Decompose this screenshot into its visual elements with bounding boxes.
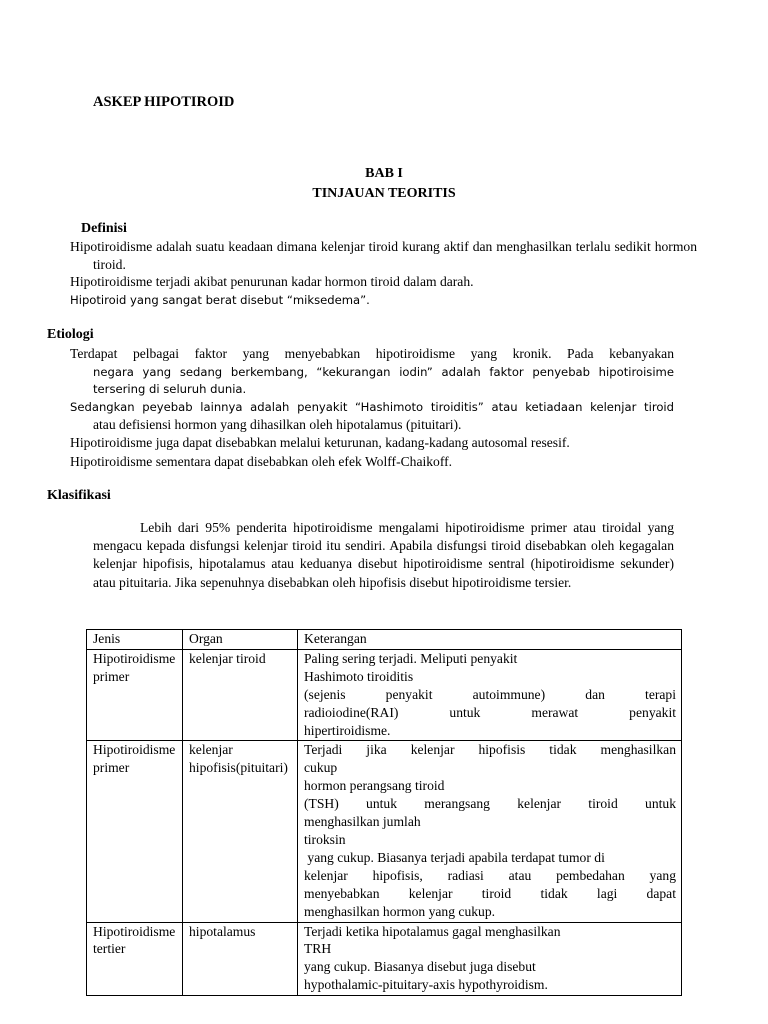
etiologi-paragraph-1-line-2: negara yang sedang berkembang, “kekurangan iodin” adalah faktor penyebab hipotiroisime: [93, 365, 674, 379]
keterangan-line: hipertiroidisme.: [304, 722, 391, 738]
keterangan-line: tiroksin: [304, 831, 346, 847]
table-cell-jenis: Hipotiroidisme tertier: [87, 922, 183, 996]
keterangan-line: menghasilkan hormon yang cukup.: [304, 903, 496, 919]
etiologi-paragraph-2-line-1: Sedangkan peyebab lainnya adalah penyakit “Hashimoto tiroiditis” atau ketiadaan kelenjar tiroid: [70, 400, 674, 414]
table-cell-jenis: Hipotiroidisme primer: [87, 741, 183, 922]
etiologi-heading: Etiologi: [47, 327, 94, 342]
keterangan-line: TRH: [304, 941, 332, 957]
keterangan-line: Hashimoto tiroiditis: [304, 668, 414, 684]
table-row: [87, 649, 682, 741]
table-cell-keterangan: [298, 922, 682, 996]
keterangan-line: Terjadi jika kelenjar hipofisis tidak menghasilkan: [304, 742, 676, 758]
etiologi-paragraph-3: Hipotiroidisme juga dapat disebabkan melalui keturunan, kadang-kadang autosomal resesif.: [70, 435, 570, 450]
keterangan-line: hormon perangsang tiroid: [304, 778, 445, 794]
keterangan-line: kelenjar hipofisis, radiasi atau pembedahan yang: [304, 867, 676, 883]
definisi-paragraph-1: Hipotiroidisme adalah suatu keadaan dimana kelenjar tiroid kurang aktif dan menghasilkan terlalu sedikit hormon tiroid.: [70, 239, 697, 272]
klasifikasi-paragraph: Lebih dari 95% penderita hipotiroidisme mengalami hipotiroidisme primer atau tiroidal yang mengacu kepada disfungsi kelenjar tiroid itu sendiri. Apabila disfungsi tiroid disebabkan oleh kegagalan kelenjar hipofisis, hipotalamus atau keduanya disebut hipotiroidisme sentral (hipotiroidisme sekunder) atau pituitaria. Jika sepenuhnya disebabkan oleh hipofisis disebut hipotiroidisme tersier.: [93, 520, 674, 590]
klasifikasi-heading: Klasifikasi: [47, 488, 111, 503]
etiologi-paragraph-2-line-2: atau defisiensi hormon yang dihasilkan oleh hipotalamus (pituitari).: [93, 417, 462, 432]
etiologi-paragraph-1-line-3: tersering di seluruh dunia.: [93, 382, 247, 396]
etiologi-paragraph-1-line-1: Terdapat pelbagai faktor yang menyebabkan hipotiroidisme yang kronik. Pada kebanyakan: [70, 346, 674, 361]
keterangan-line: yang cukup. Biasanya disebut juga disebut: [304, 959, 536, 975]
keterangan-line: menyebabkan kelenjar tiroid tidak lagi dapat: [304, 885, 676, 901]
table-row: [87, 922, 682, 996]
definisi-paragraph-3: Hipotiroid yang sangat berat disebut “miksedema”.: [70, 293, 370, 307]
table-cell-organ: kelenjar tiroid: [183, 649, 298, 741]
table-header-keterangan: Keterangan: [298, 630, 682, 650]
keterangan-line: hypothalamic-pituitary-axis hypothyroidism.: [304, 977, 548, 993]
definisi-heading: Definisi: [81, 221, 127, 236]
table-cell-keterangan: [298, 649, 682, 741]
keterangan-line: cukup: [304, 760, 338, 776]
chapter-number: BAB I: [365, 166, 403, 181]
keterangan-line: radioiodine(RAI) untuk merawat penyakit: [304, 704, 676, 720]
table-cell-organ: hipotalamus: [183, 922, 298, 996]
etiologi-paragraph-4: Hipotiroidisme sementara dapat disebabkan oleh efek Wolff-Chaikoff.: [70, 454, 453, 469]
table-row: [87, 741, 682, 922]
keterangan-line: Paling sering terjadi. Meliputi penyakit: [304, 650, 518, 666]
hypothyroid-classification-table: [86, 629, 682, 996]
keterangan-line: (TSH) untuk merangsang kelenjar tiroid untuk: [304, 796, 676, 812]
table-header-row: [87, 630, 682, 650]
keterangan-line: menghasilkan jumlah: [304, 814, 421, 830]
table-cell-jenis: Hipotiroidisme primer: [87, 649, 183, 741]
keterangan-line: yang cukup. Biasanya terjadi apabila terdapat tumor di: [304, 849, 605, 865]
definisi-paragraph-2: Hipotiroidisme terjadi akibat penurunan kadar hormon tiroid dalam darah.: [70, 274, 474, 289]
document-title: ASKEP HIPOTIROID: [93, 94, 235, 110]
keterangan-line: (sejenis penyakit autoimmune) dan terapi: [304, 686, 676, 702]
table-cell-keterangan: [298, 741, 682, 922]
chapter-subtitle: TINJAUAN TEORITIS: [312, 186, 456, 201]
table-cell-organ: kelenjar hipofisis(pituitari): [183, 741, 298, 922]
table-header-organ: Organ: [183, 630, 298, 650]
keterangan-line: Terjadi ketika hipotalamus gagal menghasilkan: [304, 923, 561, 939]
table-header-jenis: Jenis: [87, 630, 183, 650]
